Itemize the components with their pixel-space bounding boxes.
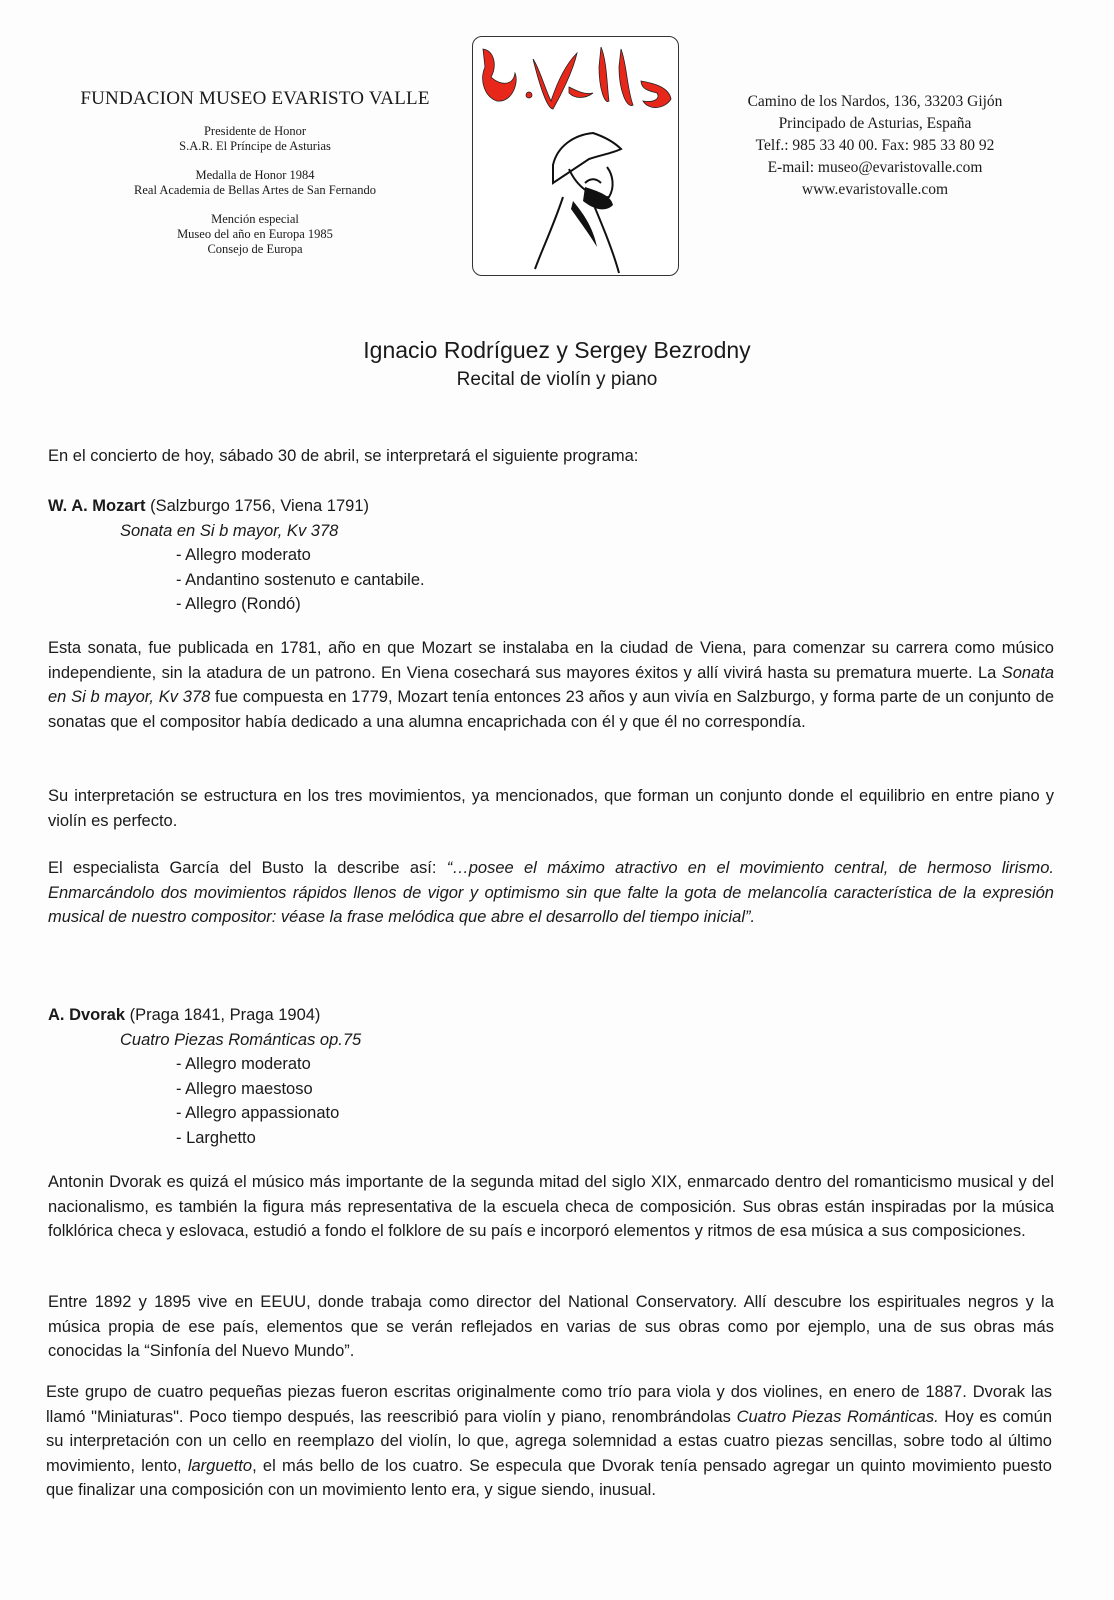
- movement: - Allegro (Rondó): [176, 595, 301, 613]
- composer-dates: (Praga 1841, Praga 1904): [125, 1006, 321, 1024]
- mozart-paragraph-2: Su interpretación se estructura en los tres movimientos, ya mencionados, que forman un conjunto donde el equilibrio en entre piano y violín es perfecto.: [48, 787, 1054, 830]
- mozart-paragraph-3: [48, 856, 1054, 930]
- work-reference: Sonata en Si b mayor, Kv 378: [48, 663, 1054, 706]
- honor-line: S.A.R. El Príncipe de Asturias: [179, 139, 331, 153]
- work-reference: Cuatro Piezas Románticas.: [736, 1407, 939, 1426]
- letterhead-contact: [715, 91, 1035, 201]
- dvorak-program: [48, 1003, 1054, 1150]
- work-title: Cuatro Piezas Románticas op.75: [120, 1030, 362, 1049]
- honor-line: Museo del año en Europa 1985: [177, 227, 333, 241]
- portrait-beard: [583, 187, 613, 209]
- movement: - Andantino sostenuto e cantabile.: [176, 570, 425, 589]
- honor-line: Presidente de Honor: [203, 124, 307, 138]
- movement: - Allegro appassionato: [176, 1104, 340, 1122]
- concert-title: [0, 337, 1114, 391]
- text: Hoy es común su interpretación con un cello en reemplazo del violín, lo que, agrega solemnidad a estas cuatro piezas sencillas, sobre todo al último movimiento, lento,: [46, 1407, 1052, 1475]
- mozart-program: [48, 494, 1054, 617]
- movement: - Allegro moderato: [176, 546, 311, 564]
- mozart-paragraph-1: [48, 636, 1054, 734]
- address: Camino de los Nardos, 136, 33203 Gijón: [747, 93, 1003, 110]
- composer-heading: [48, 494, 1054, 519]
- text: , el más bello de los cuatro. Se especula que Dvorak tenía pensado agregar un quinto movimiento puesto que finalizar una composición con un movimiento lento era, y sigue siendo, inusual.: [46, 1456, 1052, 1499]
- work-title: Sonata en Si b mayor, Kv 378: [120, 521, 339, 540]
- quote: “…posee el máximo atractivo en el movimiento central, de hermoso lirismo. Enmarcándolo dos movimientos rápidos llenos de vigor y optimismo sin que falte la gota de melancolía característica de la expresión musical de nuestro compositor: véase la frase melódica que abre el desarrollo del tiempo inicial”.: [48, 859, 1054, 926]
- phone-fax: Telf.: 985 33 40 00. Fax: 985 33 80 92: [755, 137, 995, 154]
- text: Este grupo de cuatro pequeñas piezas fueron escritas originalmente como trío para viola y dos violines, en enero de 1887. Dvorak las llamó "Miniaturas". Poco tiempo después, las reescribió para violín y piano, renombrándolas: [46, 1383, 1052, 1426]
- performers: Ignacio Rodríguez y Sergey Bezrodny: [363, 337, 751, 363]
- honor-line: Medalla de Honor 1984: [195, 168, 315, 182]
- honor-president: [55, 124, 455, 154]
- movement: - Allegro maestoso: [176, 1079, 313, 1098]
- email: E-mail: museo@evaristovalle.com: [767, 159, 983, 176]
- text: fue compuesta en 1779, Mozart tenía entonces 23 años y aun vivía en Salzburgo, y forma parte de un conjunto de sonatas que el compositor había dedicado a una alumna encaprichada con él y que él no correspondía.: [48, 688, 1054, 731]
- composer-dates: (Salzburgo 1756, Viena 1791): [145, 497, 370, 515]
- honor-line: Mención especial: [211, 212, 299, 226]
- letterhead-left: [55, 88, 455, 271]
- movement: - Allegro moderato: [176, 1055, 311, 1073]
- logo-signature: [483, 47, 671, 109]
- composer-name: W. A. Mozart: [48, 497, 146, 515]
- intro-paragraph: En el concierto de hoy, sábado 30 de abril, se interpretará el siguiente programa:: [48, 447, 639, 465]
- dvorak-paragraph-1: Antonin Dvorak es quizá el músico más importante de la segunda mitad del siglo XIX, enmarcado dentro del romanticismo musical y del nacionalismo, es también la figura más representativa de la escuela checa de composición. Sus obras están inspiradas por la música folklórica checa y eslovaca, estudió a fondo el folklore de su país e incorporó elementos y ritmos de esa música a sus composiciones.: [48, 1173, 1054, 1240]
- logo-illustration: [473, 37, 678, 275]
- honor-medal: [55, 168, 455, 198]
- text: Esta sonata, fue publicada en 1781, año en que Mozart se instalaba en la ciudad de Viena, para comenzar su carrera como músico independiente, sin la atadura de un patrono. En Viena cosechará sus mayores éxitos y allí vivirá hasta su prematura muerte. La: [48, 639, 1054, 682]
- website: www.evaristovalle.com: [801, 181, 949, 198]
- honor-mention: [55, 212, 455, 257]
- term: larguetto: [187, 1456, 253, 1475]
- recital-subtitle: Recital de violín y piano: [456, 369, 658, 390]
- foundation-name: FUNDACION MUSEO EVARISTO VALLE: [80, 88, 430, 109]
- composer-heading: [48, 1003, 1054, 1028]
- honor-line: Consejo de Europa: [207, 242, 303, 256]
- museum-logo: [472, 36, 679, 276]
- composer-name: A. Dvorak: [48, 1006, 126, 1024]
- dvorak-paragraph-2: Entre 1892 y 1895 vive en EEUU, donde trabaja como director del National Conservatory. Allí descubre los espirituales negros y la música propia de ese país, elementos que se verán reflejados en varias de sus obras como por ejemplo, una de sus obras más conocidas la “Sinfonía del Nuevo Mundo”.: [48, 1293, 1054, 1360]
- honor-line: Real Academia de Bellas Artes de San Fernando: [134, 183, 376, 197]
- portrait-collar: [571, 201, 597, 247]
- movement: - Larghetto: [176, 1128, 256, 1147]
- dvorak-paragraph-3: [46, 1380, 1052, 1503]
- text: El especialista García del Busto la describe así:: [48, 859, 447, 877]
- region: Principado de Asturias, España: [778, 115, 972, 132]
